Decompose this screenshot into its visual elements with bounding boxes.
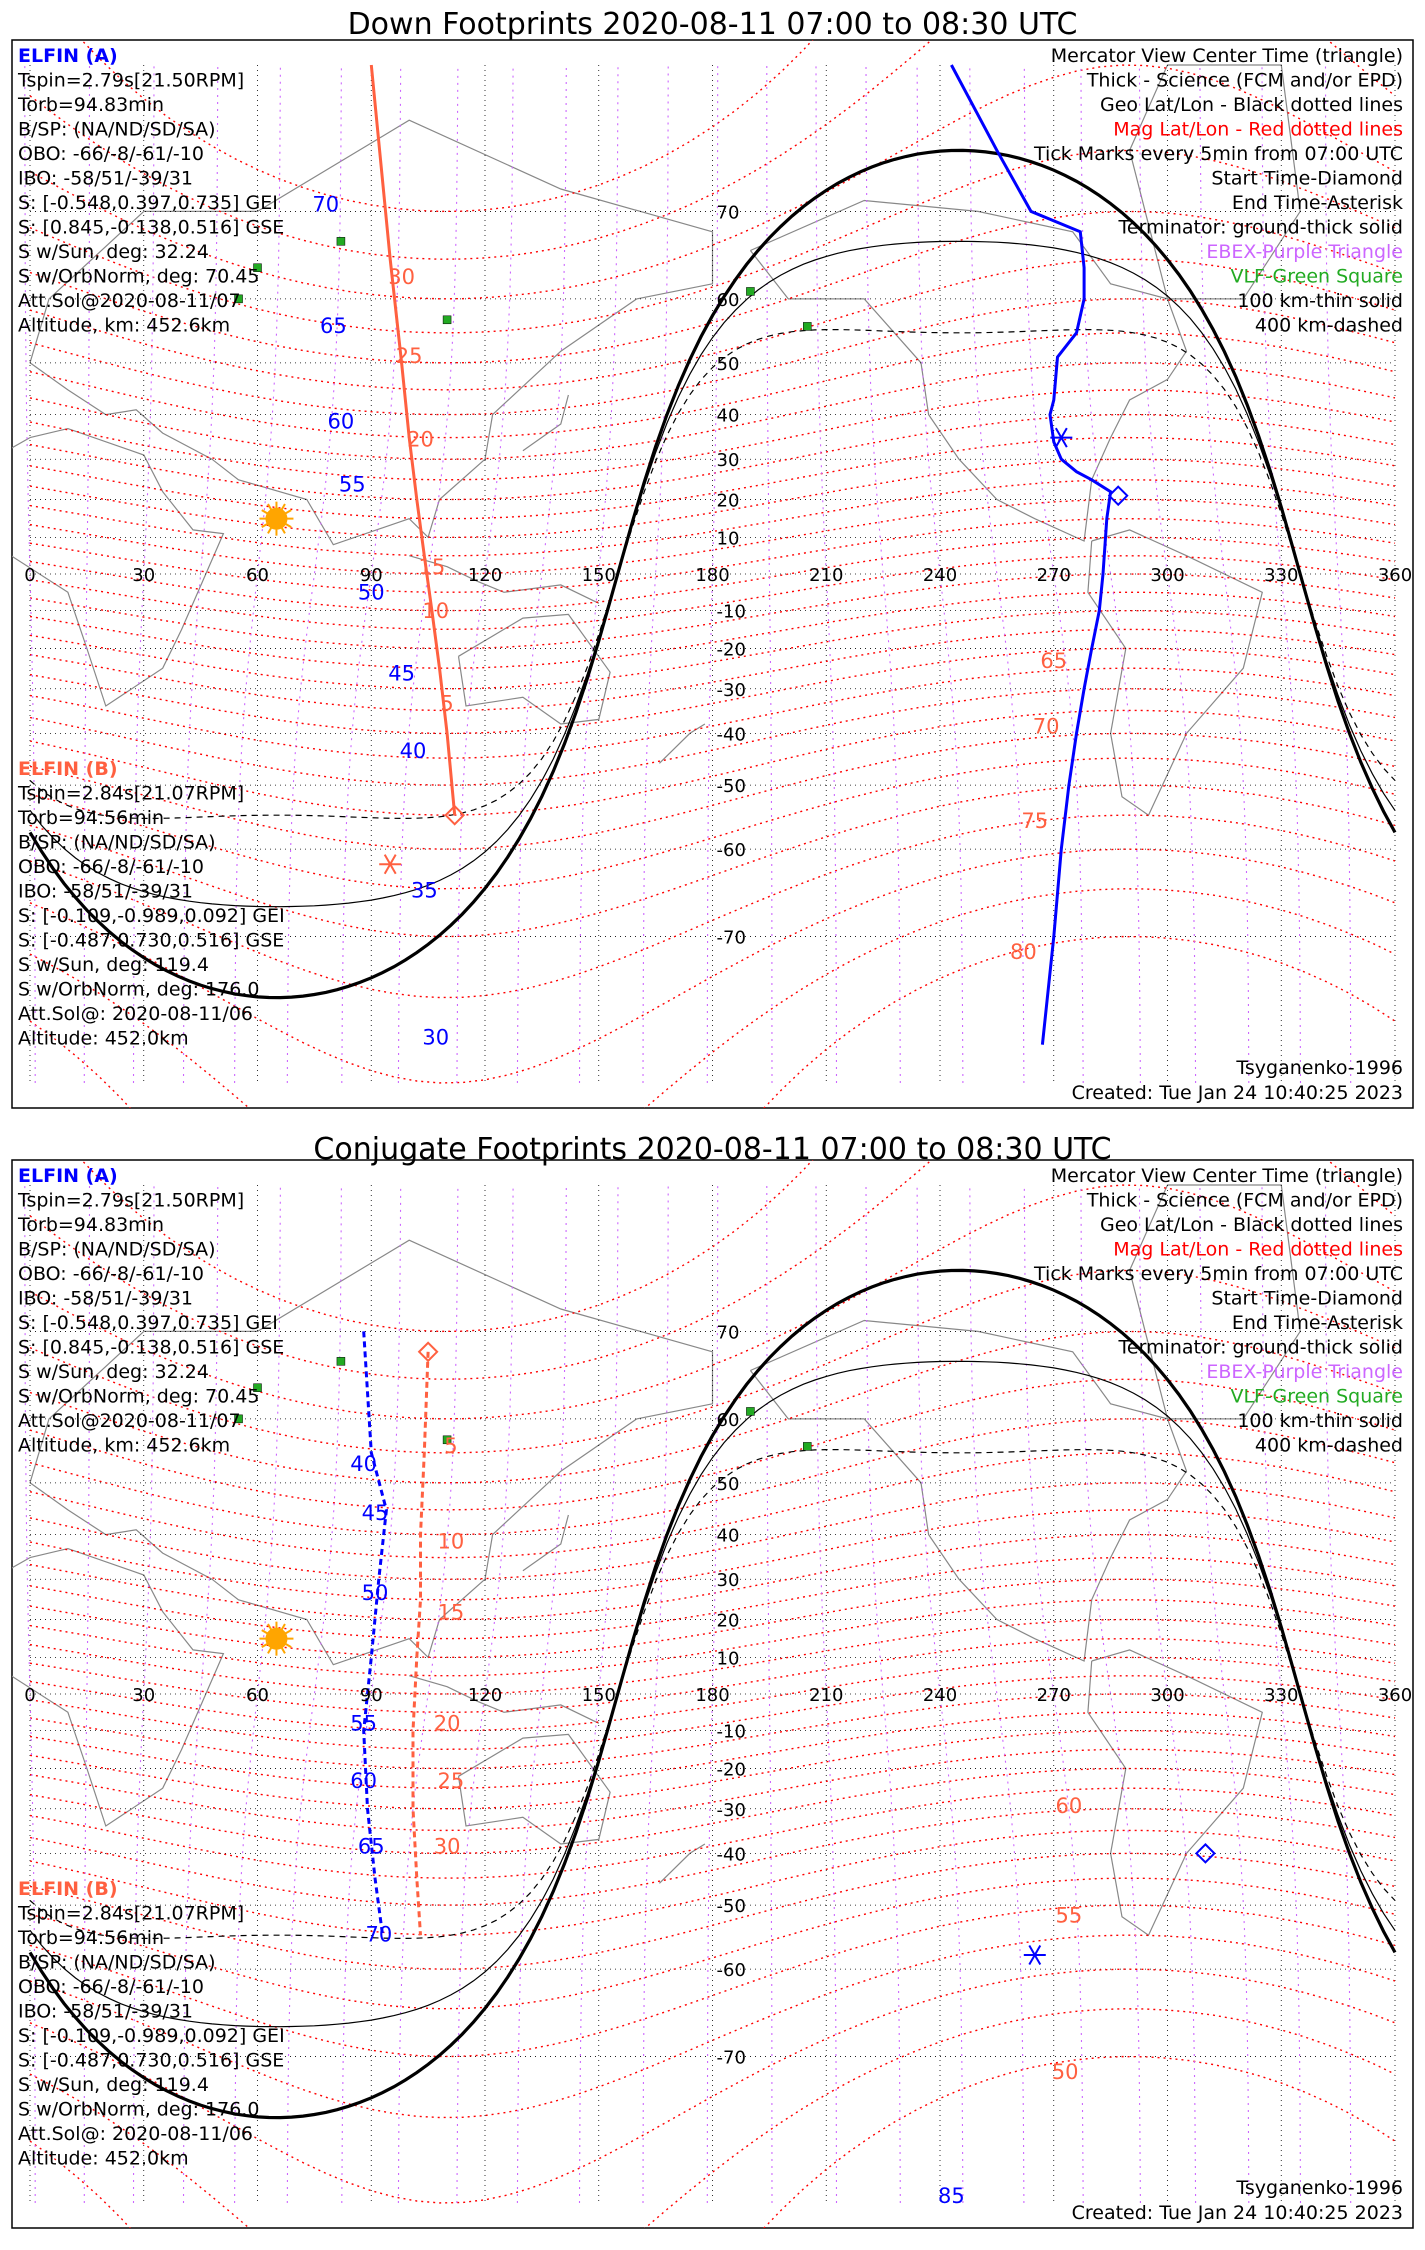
vlf-site-marker (337, 237, 345, 245)
footprint-tick-label: 70 (312, 192, 340, 217)
lat-tick-label: -20 (716, 639, 746, 661)
vlf-site-marker (803, 1442, 811, 1450)
legend-line: 100 km-thin solid (1237, 290, 1403, 312)
elfin-b-info-line: Tspin=2.84s[21.07RPM] (18, 782, 245, 805)
elfin-a-info-line: S: [-0.548,0.397,0.735] GEI (18, 192, 278, 214)
elfin-a-info-line: S w/Sun, deg: 32.24 (18, 1361, 209, 1383)
footprint-tick-label: 65 (1040, 649, 1068, 674)
footprint-tick-label: 80 (1010, 939, 1037, 964)
lon-tick-label: 360 (1377, 1685, 1413, 1706)
lat-tick-label: 70 (716, 202, 740, 224)
lat-tick-label: -30 (716, 679, 746, 701)
footprint-tick-label: 10 (437, 1529, 465, 1554)
elfin-a-title: ELFIN (A) (18, 45, 118, 67)
mag-meridian (767, 65, 772, 1083)
mag-parallel (30, 1483, 1395, 1579)
lon-tick-label: 210 (809, 1685, 844, 1706)
lon-tick-label: 60 (246, 1685, 269, 1706)
elfin-b-info-line: S: [-0.487,0.730,0.516] GSE (18, 2049, 285, 2072)
vlf-site-marker (746, 1407, 754, 1415)
lon-tick-label: 240 (922, 565, 958, 586)
lon-tick-label: 270 (1036, 565, 1071, 586)
elfin-a-info-line: S: [0.845,-0.138,0.516] GSE (18, 1336, 285, 1359)
lon-tick-label: 90 (359, 565, 383, 586)
lon-tick-label: 330 (1264, 565, 1299, 586)
elfin-a-info-line: B/SP: (NA/ND/SD/SA) (18, 1238, 216, 1261)
footprint-tick-label: 50 (361, 1580, 389, 1605)
footprint-tick-label: 15 (437, 1600, 465, 1625)
elfin-b-info-line: OBO: -66/-8/-61/-10 (18, 1976, 204, 1998)
created-label: Created: Tue Jan 24 10:40:25 2023 (1071, 2202, 1403, 2224)
footprint-tick-label: 5 (440, 691, 454, 716)
lon-tick-label: 120 (467, 1685, 503, 1706)
lat-tick-label: 50 (716, 353, 740, 375)
footprint-tick-label: 10 (422, 599, 450, 624)
lat-tick-label: -30 (716, 1799, 746, 1821)
lat-tick-label: 30 (716, 450, 740, 472)
elfin-b-info-line: Altitude: 452.0km (18, 1027, 189, 1050)
legend-line: Start Time-Diamond (1211, 167, 1403, 190)
elfin-b-title: ELFIN (B) (18, 758, 118, 780)
footprint-tick-label: 70 (365, 1922, 393, 1947)
lon-tick-label: 120 (467, 565, 503, 586)
legend-line: VLF-Green Square (1230, 265, 1403, 288)
legend-line: Terminator: ground-thick solid (1118, 216, 1403, 239)
elfin-b-info-line: IBO: -58/51/-39/31 (18, 880, 193, 903)
mag-parallel (30, 1878, 1395, 2009)
lon-tick-label: 150 (581, 1685, 616, 1706)
sun-disk (265, 1628, 287, 1650)
elfin-b-info-line: Att.Sol@: 2020-08-11/06 (18, 1003, 254, 1025)
elfin-a-info-line: S w/OrbNorm, deg: 70.45 (18, 265, 260, 288)
footprint-tick-label: 45 (388, 661, 415, 686)
series-elfin-a (361, 1331, 1215, 1964)
legend-line: Mag Lat/Lon - Red dotted lines (1113, 118, 1403, 141)
lat-tick-label: -10 (716, 1721, 746, 1743)
vlf-site-marker (803, 322, 811, 330)
lat-tick-label: 40 (716, 1525, 740, 1547)
sun-disk (265, 508, 287, 530)
elfin-a-info-line: OBO: -66/-8/-61/-10 (18, 1263, 204, 1285)
legend-line: End Time-Asterisk (1231, 192, 1403, 214)
conjugate-footprints-panel (0, 1078, 1413, 2250)
footprint-tick-label: 55 (338, 472, 366, 497)
footprint-tick-label: 65 (357, 1834, 385, 1859)
legend-line: Mercator View Center Time (triangle) (1050, 45, 1403, 67)
footprint-tick-label: 40 (399, 739, 427, 764)
elfin-b-info-line: S w/Sun, deg: 119.4 (18, 2074, 209, 2096)
legend-line: Thick - Science (FCM and/or EPD) (1086, 1189, 1403, 1212)
mag-parallel (30, 1535, 1395, 1620)
mag-meridian (767, 1185, 772, 2203)
lon-tick-label: 360 (1377, 565, 1413, 586)
elfin-b-info-line: S: [-0.487,0.730,0.516] GSE (18, 929, 285, 952)
elfin-a-info-line: S w/Sun, deg: 32.24 (18, 241, 209, 263)
lat-tick-label: 20 (716, 490, 740, 512)
footprint-tick-label: 50 (357, 580, 385, 605)
mag-parallel (30, 363, 1395, 459)
elfin-a-title: ELFIN (A) (18, 1165, 118, 1187)
mag-parallel (30, 1749, 1395, 1830)
legend-line: Geo Lat/Lon - Black dotted lines (1099, 1214, 1403, 1236)
lat-tick-label: 50 (716, 1473, 740, 1495)
coastline-2 (459, 1734, 611, 1844)
coastline-8 (659, 724, 705, 763)
elfin-a-info-line: OBO: -66/-8/-61/-10 (18, 143, 204, 165)
elfin-a-info-line: B/SP: (NA/ND/SD/SA) (18, 118, 216, 141)
lon-tick-label: 150 (581, 565, 616, 586)
lat-tick-label: 10 (716, 528, 740, 550)
lon-tick-label: 30 (132, 1685, 156, 1706)
vlf-site-marker (337, 1357, 345, 1365)
legend-line: Tick Marks every 5min from 07:00 UTC (1034, 1263, 1403, 1285)
footprint-tick-label: 60 (327, 409, 355, 434)
footprint-tick-label: 30 (422, 1025, 450, 1050)
elfin-a-info-line: S: [-0.548,0.397,0.735] GEI (18, 1312, 278, 1334)
coastline-7 (523, 395, 569, 451)
elfin-b-info-line: S w/OrbNorm, deg: 176.0 (18, 2098, 260, 2121)
lon-tick-label: 60 (246, 565, 269, 586)
mag-parallel (30, 1558, 1395, 1639)
footprint-tick-label: 55 (350, 1711, 378, 1736)
elfin-b-info-line: Torb=94.56min (18, 1927, 165, 1949)
start-diamond (419, 1343, 437, 1361)
lat-tick-label: 60 (716, 289, 740, 311)
legend-line: Mag Lat/Lon - Red dotted lines (1113, 1238, 1403, 1261)
footprint-tick-label: 50 (1051, 2059, 1079, 2084)
mag-parallel (30, 668, 1395, 758)
footprint-tick-label: 65 (319, 313, 347, 338)
footprint-tick-label: 35 (410, 878, 438, 903)
lat-tick-label: -20 (716, 1759, 746, 1781)
elfin-b-info-line: S w/OrbNorm, deg: 176.0 (18, 978, 260, 1001)
lon-tick-label: 30 (132, 565, 156, 586)
footprint-tick-label: 25 (395, 343, 423, 368)
created-label: Created: Tue Jan 24 10:40:25 2023 (1071, 1082, 1403, 1104)
coastline-7 (523, 1515, 569, 1571)
legend-line: 400 km-dashed (1254, 314, 1403, 337)
elfin-b-info-line: B/SP: (NA/ND/SD/SA) (18, 831, 216, 854)
sun-icon (259, 502, 293, 536)
start-diamond (1109, 487, 1127, 505)
lat-tick-label: -60 (716, 1960, 746, 1982)
panel-title: Down Footprints 2020-08-11 07:00 to 08:30 UTC (347, 7, 1078, 42)
legend-line: 400 km-dashed (1254, 1434, 1403, 1457)
model-label: Tsyganenko-1996 (1236, 2177, 1403, 2199)
elfin-a-info-line: Att.Sol@2020-08-11/07 (18, 290, 241, 312)
lon-tick-label: 210 (809, 565, 844, 586)
lat-tick-label: 20 (716, 1610, 740, 1632)
lat-tick-label: -60 (716, 840, 746, 862)
elfin-b-info-line: OBO: -66/-8/-61/-10 (18, 856, 204, 878)
footprint-tick-label: 15 (418, 555, 446, 579)
lon-tick-label: 240 (922, 1685, 958, 1706)
coastline-2 (459, 614, 611, 724)
legend-line: EBEX-Purple Triangle (1206, 1361, 1403, 1383)
elfin-a-info-line: IBO: -58/51/-39/31 (18, 1287, 193, 1310)
sun-icon (259, 1622, 293, 1656)
footprint-tick-label: 75 (1021, 809, 1049, 834)
elfin-b-info-line: Altitude: 452.0km (18, 2147, 189, 2170)
mag-parallel (30, 1788, 1395, 1878)
lat-tick-label: 30 (716, 1570, 740, 1592)
footprint-tick-label: 45 (361, 1500, 389, 1525)
footprint-tick-label: 85 (938, 2184, 965, 2208)
lat-tick-label: -50 (716, 776, 746, 798)
legend-line: Start Time-Diamond (1211, 1287, 1403, 1310)
lat-tick-label: 60 (716, 1409, 740, 1431)
lon-tick-label: 300 (1150, 1685, 1185, 1706)
elfin-a-info-line: Torb=94.83min (18, 1214, 165, 1236)
coastlines (0, 1185, 1300, 1935)
elfin-a-info-line: IBO: -58/51/-39/31 (18, 167, 193, 190)
lon-tick-label: 0 (24, 565, 36, 586)
coastline-3 (750, 1321, 1186, 1662)
mag-parallel (30, 1600, 1395, 1676)
legend-line: Terminator: ground-thick solid (1118, 1336, 1403, 1359)
legend-line: 100 km-thin solid (1237, 1410, 1403, 1432)
lat-tick-label: 10 (716, 1648, 740, 1670)
elfin-b-info-line: S w/Sun, deg: 119.4 (18, 954, 209, 976)
legend-line: Thick - Science (FCM and/or EPD) (1086, 69, 1403, 92)
vlf-site-marker (746, 287, 754, 295)
mag-parallel (30, 480, 1395, 556)
elfin-a-info-line: Altitude, km: 452.6km (18, 314, 231, 337)
footprint-line (413, 1352, 428, 1935)
elfin-b-info-line: IBO: -58/51/-39/31 (18, 2000, 193, 2023)
elfin-b-info-line: Tspin=2.84s[21.07RPM] (18, 1902, 245, 1925)
footprint-line (951, 65, 1110, 1045)
lon-tick-label: 330 (1264, 1685, 1299, 1706)
elfin-a-info-line: S: [0.845,-0.138,0.516] GSE (18, 216, 285, 239)
lat-tick-label: -10 (716, 601, 746, 623)
elfin-b-info-line: Torb=94.56min (18, 807, 165, 829)
lat-tick-label: 40 (716, 405, 740, 427)
coastlines (0, 65, 1300, 815)
elfin-a-info-line: Tspin=2.79s[21.50RPM] (18, 69, 245, 92)
lat-tick-label: -70 (716, 927, 746, 949)
elfin-b-info-line: S: [-0.109,-0.989,0.092] GEI (18, 905, 285, 927)
footprint-tick-label: 60 (350, 1769, 378, 1794)
elfin-a-info-line: S w/OrbNorm, deg: 70.45 (18, 1385, 260, 1408)
footprint-tick-label: 30 (433, 1834, 461, 1859)
vlf-site-marker (443, 316, 451, 324)
coastline-8 (659, 1844, 705, 1883)
panel-title: Conjugate Footprints 2020-08-11 07:00 to 08:30 UTC (313, 1132, 1112, 1167)
lat-tick-label: 70 (716, 1322, 740, 1344)
footprint-tick-label: 40 (350, 1452, 378, 1477)
footprint-tick-label: 20 (407, 427, 434, 452)
footprint-tick-label: 55 (1055, 1903, 1083, 1928)
elfin-a-info-line: Tspin=2.79s[21.50RPM] (18, 1189, 245, 1212)
footprint-tick-label: 30 (388, 264, 415, 289)
mag-parallel (30, 1510, 1395, 1600)
lat-tick-label: -70 (716, 2047, 746, 2069)
lon-tick-label: 90 (359, 1685, 383, 1706)
mag-parallel (30, 390, 1395, 480)
lon-tick-label: 300 (1150, 565, 1185, 586)
mag-parallel (30, 758, 1395, 889)
lon-tick-label: 0 (24, 1685, 36, 1706)
lon-tick-label: 180 (695, 565, 730, 586)
mag-meridian (398, 1185, 458, 2203)
footprint-tick-label: 60 (1055, 1793, 1083, 1818)
lon-tick-label: 270 (1036, 1685, 1071, 1706)
elfin-b-info-line: S: [-0.109,-0.989,0.092] GEI (18, 2025, 285, 2047)
legend-line: End Time-Asterisk (1231, 1312, 1403, 1334)
elfin-b-title: ELFIN (B) (18, 1878, 118, 1900)
footprint-tick-label: 20 (433, 1711, 461, 1736)
legend-line: Geo Lat/Lon - Black dotted lines (1099, 94, 1403, 116)
legend-line: Tick Marks every 5min from 07:00 UTC (1034, 143, 1403, 165)
legend-line: EBEX-Purple Triangle (1206, 241, 1403, 263)
elfin-b-info-line: B/SP: (NA/ND/SD/SA) (18, 1951, 216, 1974)
mag-parallel (30, 438, 1395, 519)
elfin-a-info-line: Att.Sol@2020-08-11/07 (18, 1410, 241, 1432)
lat-tick-label: -40 (716, 1844, 746, 1866)
mag-parallel (30, 415, 1395, 500)
elfin-b-info-line: Att.Sol@: 2020-08-11/06 (18, 2123, 254, 2145)
lat-tick-label: -40 (716, 724, 746, 746)
legend-line: VLF-Green Square (1230, 1385, 1403, 1408)
legend-line: Mercator View Center Time (triangle) (1050, 1165, 1403, 1187)
elfin-a-info-line: Torb=94.83min (18, 94, 165, 116)
lon-tick-label: 180 (695, 1685, 730, 1706)
footprint-tick-label: 5 (444, 1433, 458, 1458)
footprint-tick-label: 25 (437, 1769, 465, 1794)
elfin-a-info-line: Altitude, km: 452.6km (18, 1434, 231, 1457)
lat-tick-label: -50 (716, 1896, 746, 1918)
footprint-tick-label: 70 (1032, 714, 1060, 739)
model-label: Tsyganenko-1996 (1236, 1057, 1403, 1079)
mag-parallel (30, 629, 1395, 710)
